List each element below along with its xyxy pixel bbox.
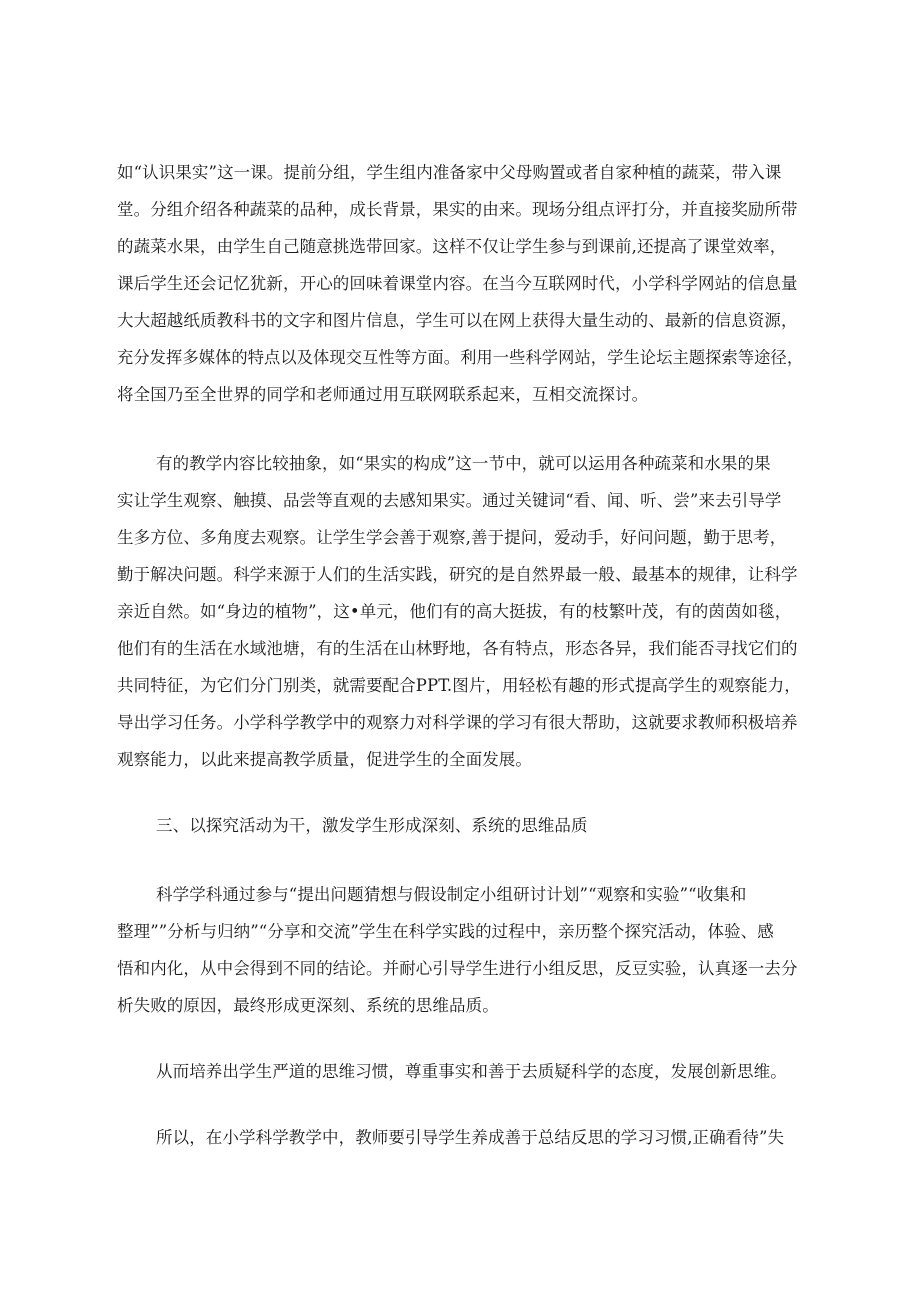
paragraph-1-line-3: 的蔬菜水果，由学生自己随意挑选带回家。这样不仅让学生参与到课前,还提高了课堂效率， xyxy=(117,237,787,256)
paragraph-1-line-5: 大大超越纸质教科书的文字和图片信息，学生可以在网上获得大量生动的、最新的信息资源， xyxy=(117,311,798,330)
paragraph-1-line-2: 堂。分组介绍各种蔬菜的品种，成长背景，果实的由来。现场分组点评打分，并直接奖励所带 xyxy=(117,200,798,219)
paragraph-3-line-1: 科学学科通过参与“提出问题猜想与假设制定小组研讨计划”“观察和实验”“收集和 xyxy=(156,885,747,904)
paragraph-2-line-2: 实让学生观察、触摸、品尝等直观的去感知果实。通过关键词“看、闻、听、尝”来去引导学 xyxy=(117,491,782,510)
paragraph-4-line-1: 从而培养出学生严道的思维习惯，尊重事实和善于去质疑科学的态度，发展创新思维。 xyxy=(156,1062,787,1081)
paragraph-2-line-8: 导出学习任务。小学科学教学中的观察力对科学课的学习有很大帮助，这就要求教师积极培养 xyxy=(117,713,798,732)
paragraph-3-line-4: 析失败的原因，最终形成更深刻、系统的思维品质。 xyxy=(117,996,499,1015)
paragraph-2-line-3: 生多方位、多角度去观察。让学生学会善于观察,善于提问，爱动手，好问问题，勤于思考， xyxy=(117,528,787,547)
paragraph-3-line-2: 整理””分析与归纳”“分享和交流”学生在科学实践的过程中，亲历整个探究活动，体验、感 xyxy=(117,922,774,941)
paragraph-2-line-4: 勤于解决问题。科学来源于人们的生活实践，研究的是自然界最一般、最基本的规律，让科学 xyxy=(117,565,798,584)
paragraph-3-line-3: 悟和内化，从中会得到不同的结论。并耐心引导学生进行小组反思，反豆实验，认真逐一去分 xyxy=(117,959,798,978)
section-heading: 三、以探究活动为干，激发学生形成深刻、系统的思维品质 xyxy=(156,816,588,835)
paragraph-2-line-1: 有的教学内容比较抽象，如“果实的构成”这一节中，就可以运用各种疏菜和水果的果 xyxy=(156,454,771,473)
paragraph-1-line-1: 如“认识果实”这一课。提前分组，学生组内准备家中父母购置或者自家种植的蔬菜，带入课 xyxy=(117,163,782,182)
paragraph-2-line-6: 他们有的生活在水域池塘，有的生活在山林野地，各有特点，形态各异，我们能否寻找它们的 xyxy=(117,639,798,658)
paragraph-5-line-1: 所以，在小学科学教学中，教师要引导学生养成善于总结反思的学习习惯,正确看待”失 xyxy=(156,1128,785,1147)
paragraph-2-line-5: 亲近自然。如“身边的植物”，这•单元，他们有的高大挺拔，有的枝繁叶茂，有的茵茵如毯， xyxy=(117,602,792,621)
paragraph-1-line-6: 充分发挥多媒体的特点以及体现交互性等方面。利用一些科学网站，学生论坛主题探索等途径， xyxy=(117,348,804,367)
paragraph-2-line-9: 观察能力，以此来提高教学质量，促进学生的全面发展。 xyxy=(117,750,532,769)
paragraph-1-line-4: 课后学生还会记忆犹新，开心的回味着课堂内容。在当今互联网时代，小学科学网站的信息量 xyxy=(117,274,798,293)
paragraph-2-line-7: 共同特征，为它们分门别类，就需要配合PPT.图片，用轻松有趣的形式提高学生的观察能力， xyxy=(117,676,801,695)
paragraph-1-line-7: 将全国乃至全世界的同学和老师通过用互联网联系起来，互相交流探讨。 xyxy=(117,385,649,404)
